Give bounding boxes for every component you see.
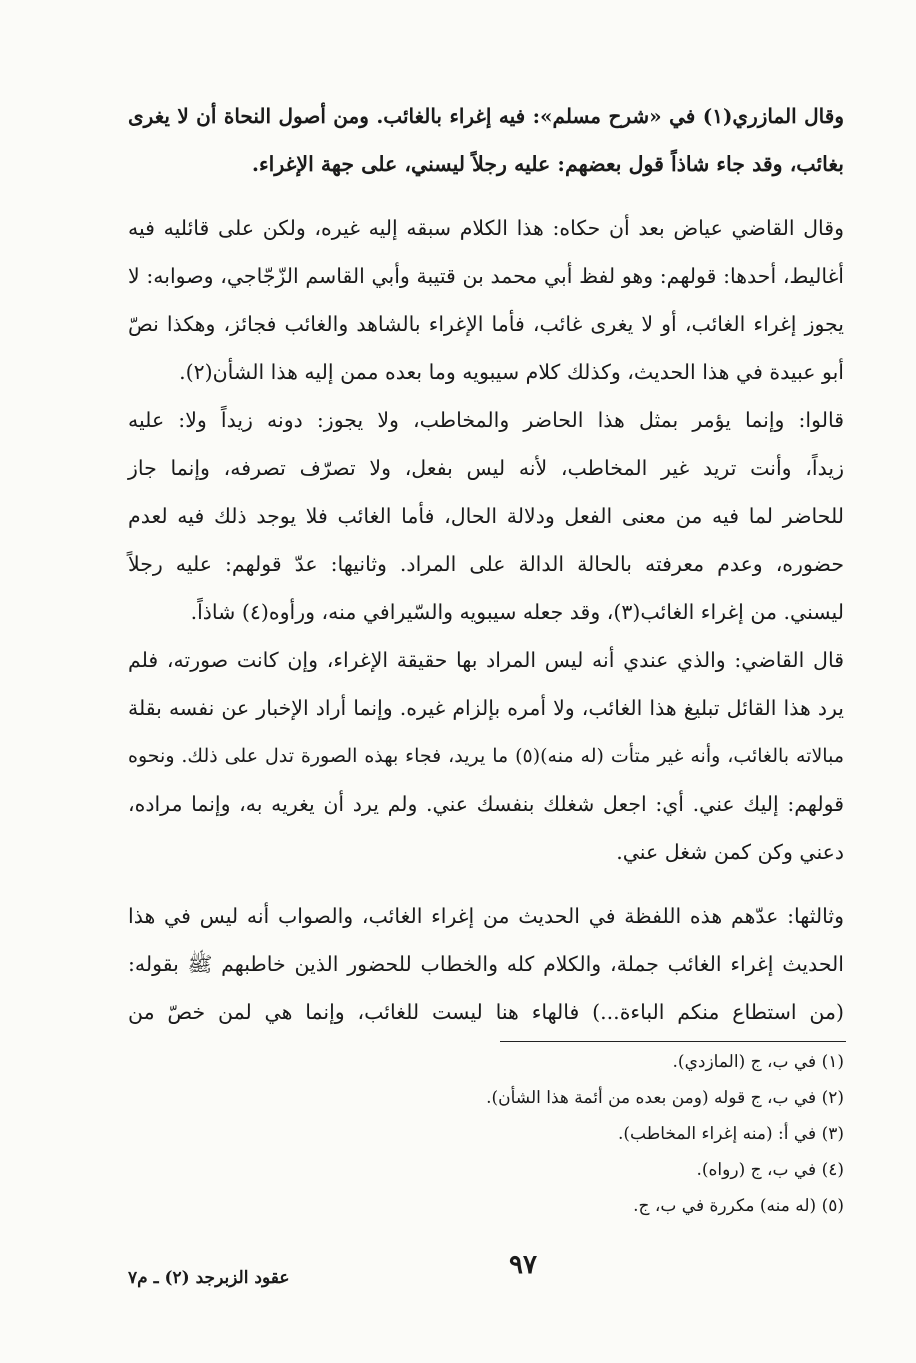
text-line: أغاليط، أحدها: قولهم: وهو لفظ أبي محمد بن قتيبة وأبي القاسم الزّجّاجي، وصوابه: لا xyxy=(128,264,844,288)
paragraph-2 xyxy=(128,204,844,396)
text-line: دعني وكن كمن شغل عني. xyxy=(616,840,844,864)
footnote-divider xyxy=(500,1041,846,1042)
text-line: مبالاته بالغائب، وأنه غير متأت (له منه)(٥) ما يريد، فجاء بهذه الصورة تدل على ذلك. ونحوه xyxy=(128,745,844,767)
paragraph-3 xyxy=(128,396,844,636)
text-line: أبو عبيدة في هذا الحديث، وكذلك كلام سيبويه وما بعده ممن إليه هذا الشأن(٢). xyxy=(179,360,844,384)
text-line: يرد هذا القائل تبليغ هذا الغائب، ولا أمره بإلزام غيره. وإنما أراد الإخبار عن نفسه بقلة xyxy=(128,696,844,720)
footnote-3: (٣) في أ: (منه إغراء المخاطب). xyxy=(617,1124,844,1144)
footnote-2: (٢) في ب، ج قوله (ومن بعده من أئمة هذا الشأن). xyxy=(486,1088,844,1108)
footnote-5: (٥) (له منه) مكررة في ب، ج. xyxy=(633,1196,844,1216)
text-line: قولهم: إليك عني. أي: اجعل شغلك بنفسك عني. ولم يرد أن يغريه به، وإنما مراده، xyxy=(128,792,844,816)
text-line: بغائب، وقد جاء شاذاً قول بعضهم: عليه رجلاً ليسني، على جهة الإغراء. xyxy=(251,152,844,176)
text-line: وقال القاضي عياض بعد أن حكاه: هذا الكلام سبقه إليه غيره، ولكن على قائليه فيه xyxy=(128,216,844,240)
main-text xyxy=(128,92,844,1036)
paragraph-5 xyxy=(128,892,844,1036)
text-line: وقال المازري(١) في «شرح مسلم»: فيه إغراء بالغائب. ومن أصول النحاة أن لا يغرى xyxy=(128,104,844,128)
text-line: قال القاضي: والذي عندي أنه ليس المراد بها حقيقة الإغراء، وإن كانت صورته، فلم xyxy=(128,648,844,672)
text-line: ليسني. من إغراء الغائب(٣)، وقد جعله سيبويه والسّيرافي منه، ورأوه(٤) شاذاً. xyxy=(190,600,844,624)
footnote-4: (٤) في ب، ج (رواه). xyxy=(696,1160,844,1180)
paragraph-1 xyxy=(128,92,844,188)
book-signature: عقود الزبرجد (٢) ـ م٧ xyxy=(128,1268,290,1288)
text-line: زيداً، وأنت تريد غير المخاطب، لأنه ليس بفعل، ولا تصرّف تصرفه، وإنما جاز xyxy=(128,456,844,480)
text-line: (من استطاع منكم الباءة...) فالهاء هنا ليست للغائب، وإنما هي لمن خصّ من xyxy=(128,1000,844,1024)
text-line: للحاضر لما فيه من معنى الفعل ودلالة الحال، فأما الغائب فلا يوجد ذلك فيه لعدم xyxy=(128,504,844,528)
text-line: الحديث إغراء الغائب جملة، والكلام كله والخطاب للحضور الذين خاطبهم ﷺ بقوله: xyxy=(128,952,844,976)
footnote-1: (١) في ب، ج (المازدي). xyxy=(672,1052,844,1072)
text-line: حضوره، وعدم معرفته بالحالة الدالة على المراد. وثانيها: عدّ قولهم: عليه رجلاً xyxy=(128,552,844,576)
text-line: وثالثها: عدّهم هذه اللفظة في الحديث من إغراء الغائب، والصواب أنه ليس في هذا xyxy=(128,904,844,928)
text-line: يجوز إغراء الغائب، أو لا يغرى غائب، فأما الإغراء بالشاهد والغائب فجائز، وهكذا نصّ xyxy=(128,312,844,336)
paragraph-4 xyxy=(128,636,844,876)
footnotes xyxy=(400,1044,844,1224)
text-line: قالوا: وإنما يؤمر بمثل هذا الحاضر والمخاطب، ولا يجوز: دونه زيداً ولا: عليه xyxy=(128,408,844,432)
page-number: ٩٧ xyxy=(509,1250,537,1280)
